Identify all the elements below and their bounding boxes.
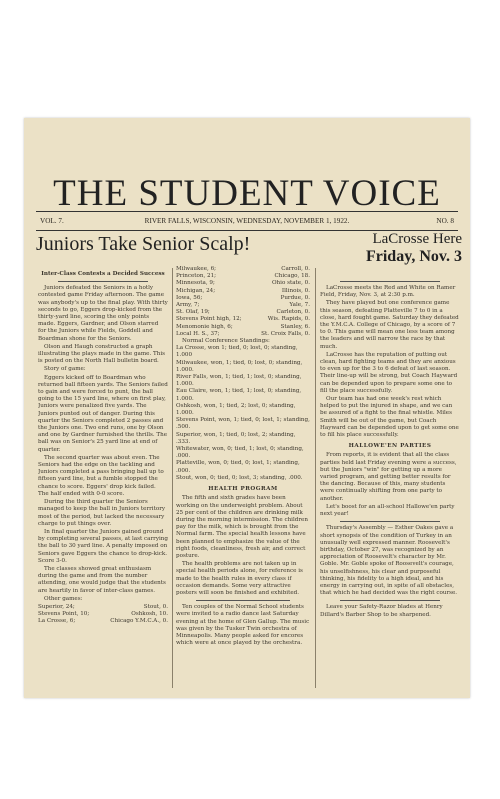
score-line: [176, 280, 310, 287]
team-score: Stanley, 6.: [280, 323, 310, 330]
team-score: Chicago Y.M.C.A., 0.: [110, 618, 168, 625]
paragraph: LaCrosse has the reputation of putting out clean, hard fighting teams and they are anxious to even up for the 3 to 6 defeat of last season. Their line-up will be strong, but Coach Hayward can be depended upon to prepare some one to fill the place successfully.: [320, 351, 458, 394]
standing-line: Stout, won, 0; tied, 0; lost, 3; standing, .000.: [176, 474, 303, 481]
headline-lacrosse-line2: Friday, Nov. 3: [365, 248, 462, 265]
paragraph: The fifth and sixth grades have been working on the underweight problem. About 25 per cent of the children are drinking milk during the morning intermission. The children pay for the milk, which is brought from the Normal farm. The special health lessons have been planned to emphasize the value of the right foods, cleanliness, fresh air, and correct posture.: [176, 495, 308, 559]
standing-line: River Falls, won, 1; tied, 1; lost, 0; standing, 1.000.: [176, 374, 302, 388]
newspaper-page: [24, 118, 470, 698]
team-score: Iowa, 56;: [176, 294, 203, 301]
headline-lacrosse-line1: LaCrosse Here: [372, 231, 462, 247]
standing-line: Oshkosh, won, 1; tied, 2; lost, 0; standing, 1.000.: [176, 402, 296, 417]
team-score: Wis. Rapids, 0.: [267, 316, 310, 323]
paragraph: Juniors defeated the Seniors in a hotly contested game Friday afternoon. The game was anybody's up to the final play. With thirty seconds to go, Eggers drop-kicked from the thirty-yard line, scoring the only points made. Eggers, Gardner, and Olson starred for the Juniors while Fields, Goddell and Boardman shone for the Seniors.: [38, 285, 168, 342]
paragraph: Story of game:: [44, 366, 86, 373]
other-games-label: Other games:: [44, 595, 83, 602]
team-score: Stout, 0.: [143, 603, 168, 610]
paragraph: Leave your Safety-Razor blades at Henry Dillard's Barber Shop to be sharpened.: [320, 604, 443, 618]
paragraph: Let's boost for an all-school Hallowe'en party next year!: [320, 503, 455, 518]
team-score: Minnesota, 9;: [176, 280, 215, 287]
score-line: [176, 316, 310, 323]
score-line: [176, 302, 310, 309]
team-score: Michigan, 24;: [176, 287, 216, 294]
column-2: [176, 266, 310, 690]
team-score: Oshkosh, 10.: [131, 611, 168, 618]
score-line: [38, 618, 168, 625]
paragraph: In final quarter the Juniors gained ground by completing several passes, at last carrying the ball to 30 yard line. A penalty imposed on Seniors gave Eggers the chance to drop-kick. Score 3-0.: [38, 528, 168, 564]
paragraph: The second quarter was about even. The Seniors had the edge on the tackling and Juniors completed a pass bringing ball up to fifteen yard line, but a fumble stopped the chance to score. Eggers' drop kick failed. The half ended with 0-0 score.: [38, 454, 164, 497]
team-score: Chicago, 18.: [274, 273, 310, 280]
column-divider: [172, 268, 173, 688]
column-divider: [315, 268, 316, 688]
paragraph: Eggers kicked off to Boardman who returned ball fifteen yards. The Seniors failed to gain and were forced to punt, the ball going to the 15 yard line, where on first play, Juniors were penalized five yards. The Juniors punted out of danger. During this quarter the Seniors completed 2 passes and the Juniors one. Two end runs, one by Olson and one by Gardner furnished the thrills. The ball was on Senior's 25 yard line at end of quarter.: [38, 374, 168, 453]
team-score: Princeton, 21;: [176, 273, 217, 280]
standing-line: Whitewater, won, 0; tied, 1; lost, 0; standing, .000.: [176, 446, 304, 460]
team-score: St. Croix Falls, 0.: [261, 330, 310, 337]
team-score: Yale, 7.: [289, 302, 310, 309]
divider: [340, 281, 440, 282]
divider: [340, 521, 440, 522]
paragraph: Thursday's Assembly — Esther Oakes gave a short synopsis of the condition of Turkey in an unusually well expressed manner. Roosevelt's birthday, October 27, was recognized by an appreciation of Roosevelt's character by Mr. Goble. Mr. Goble spoke of Roosevelt's courage, his unselfishness, his clear and purposeful thinking, his fidelity to a high ideal, and his energy in carrying out, in spite of all obstacles, that which he had decided was the right course.: [320, 525, 458, 597]
paragraph: Our team has had one week's rest which helped to put the injured in shape, and we can be assured of a fight to the final whistle. Miles Smith will be out of the game, but Coach Hayward can be depended upon to get some one to fill his place successfully.: [320, 396, 459, 439]
health-program-heading: HEALTH PROGRAM: [208, 486, 278, 493]
headline-juniors: Juniors Take Senior Scalp!: [36, 233, 251, 255]
headline-lacrosse: [337, 230, 462, 266]
team-score: Superior, 24;: [38, 603, 75, 610]
score-line: [176, 273, 310, 280]
score-line: [176, 288, 310, 295]
score-line: [176, 295, 310, 302]
standings-label: Normal Conference Standings:: [182, 338, 270, 345]
team-score: Local H. S., 37;: [176, 330, 220, 337]
team-score: Purdue, 0.: [280, 294, 310, 301]
team-score: Stevens Point high, 12;: [176, 316, 242, 323]
standing-line: Platteville, won, 0; tied, 0; lost, 1; standing, .000.: [176, 460, 300, 474]
standing-line: Superior, won, 1; tied, 0; lost, 2; standing, .333.: [176, 431, 296, 445]
divider: [196, 600, 290, 601]
paragraph: LaCrosse meets the Red and White on Ramer Field, Friday, Nov. 3, at 2:30 p.m.: [320, 285, 456, 299]
team-score: Illinois, 0.: [281, 287, 310, 294]
score-line: [176, 331, 310, 338]
paragraph: Ten couples of the Normal School students were invited to a radio dance last Saturday evening at the home of Glen Gallup. The music was given by the Tusker Twin orchestra of Minneapolis. Many people asked for encores which were at once played by the orchestra.: [176, 604, 310, 647]
standing-line: Eau Claire, won, 1; tied, 1; lost, 0; standing, 1.000.: [176, 388, 302, 402]
column-1: [38, 270, 168, 690]
team-score: Stevens Point, 10;: [38, 611, 90, 618]
standing-line: Stevens Point, won, 1; tied, 0; lost, 1; standing, .500.: [176, 417, 310, 431]
team-score: Carleton, 0.: [276, 309, 310, 316]
team-score: Milwaukee, 6;: [176, 266, 217, 272]
divider: [58, 281, 148, 282]
team-score: Menomonie high, 6;: [176, 323, 233, 330]
paragraph: The health problems are not taken up in special health periods alone, for reference is made to the health rules in every class if occasion demands. Some very attractive posters will soon be finished and exhibited.: [176, 561, 303, 596]
team-score: La Crosse, 6;: [38, 618, 76, 625]
paragraph: During the third quarter the Seniors managed to keep the ball in Juniors territory most of the period, but lacked the necessary charge to put things over.: [38, 499, 166, 527]
paragraph: Olson and Haugh constructed a graph illustrating the plays made in the game. This is posted on the North Hall bulletin board.: [38, 343, 166, 365]
halloween-parties-heading: HALLOWE'EN PARTIES: [348, 443, 432, 450]
place-date: RIVER FALLS, WISCONSIN, WEDNESDAY, NOVEMBER 1, 1922.: [144, 217, 350, 225]
score-line: [38, 611, 168, 618]
divider: [340, 600, 440, 601]
team-score: Army, 7;: [176, 302, 200, 309]
paragraph: From reports, it is evident that all the class parties held last Friday evening were a success, but the Juniors "win" for getting up a more varied program, and getting better results for the dancing. Because of this, many students were continually shifting from one party to another.: [320, 452, 457, 502]
paragraph: The classes showed great enthusiasm during the game and from the number attending, one would judge that the students are heartily in favor of inter-class games.: [38, 565, 166, 594]
article-subhead: Inter-Class Contests a Decided Success: [41, 271, 165, 277]
column-3: [320, 278, 460, 690]
dateline: [36, 211, 458, 231]
score-line: [176, 266, 310, 273]
score-line: [38, 604, 168, 611]
team-score: St. Olaf, 19;: [176, 309, 210, 316]
masthead-title: THE STUDENT VOICE: [53, 173, 441, 214]
score-line: [176, 324, 310, 331]
team-score: Ohio state, 0.: [271, 280, 310, 287]
volume-number: VOL. 7.: [40, 217, 64, 225]
paragraph: They have played but one conference game this season, defeating Platteville 7 to 0 in a close, hard fought game. Saturday they defeated the Y.M.C.A. College of Chicago, by a score of 7 to 0. This game will mean one less team among the leaders and will narrow the race by that much.: [320, 300, 459, 350]
standing-line: La Crosse, won 1; tied, 0; lost, 0; standing, 1.000: [176, 345, 298, 359]
team-score: Carroll, 0.: [281, 266, 310, 272]
issue-number: NO. 8: [436, 217, 454, 225]
score-line: [176, 309, 310, 316]
standing-line: Milwaukee, won, 1; tied, 0; lost, 0; standing, 1.000.: [176, 359, 303, 373]
